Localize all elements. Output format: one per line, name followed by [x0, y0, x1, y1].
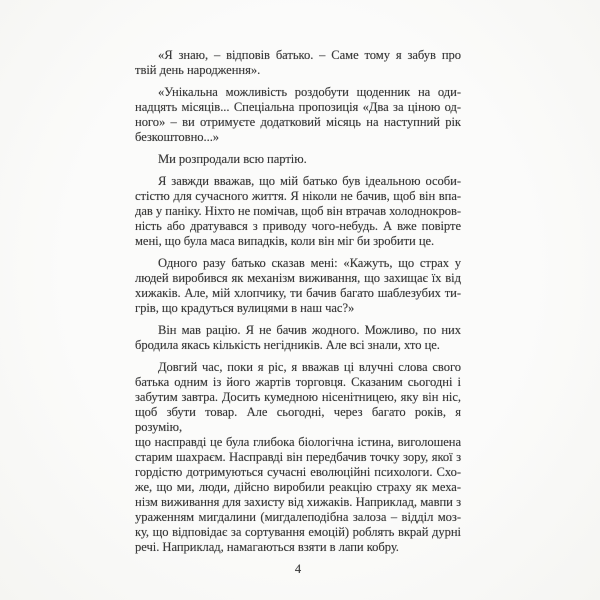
text-line: Одного разу батько сказав мені: «Кажуть, що страх у	[158, 256, 461, 270]
text-line: що насправді це була глибока біологічна істина, виголошена	[135, 435, 461, 449]
text-line: стістю для сучасного життя. Я ніколи не бачив, щоб він впа-	[135, 189, 461, 203]
paragraph	[135, 256, 461, 316]
text-line: нізм виживання для захисту від хижаків. Наприклад, мавпи з	[135, 495, 461, 509]
text-line: Ми розпродали всю партію.	[158, 152, 307, 166]
text-line: дав у паніку. Ніхто не помічав, щоб він втрачав холоднокров-	[135, 204, 461, 218]
text-line: ність або дратувався з приводу чого-небудь. А вже повірте	[135, 219, 461, 233]
paragraph	[135, 174, 461, 249]
text-line: же, що ми, люди, дійсно виробили реакцію страху як меха-	[135, 480, 461, 494]
text-line: людей виробився як механізм виживання, що захищає їх від	[135, 271, 461, 285]
text-line: ураженням мигдалини (мигдалеподібна залоза – відділ моз-	[135, 510, 461, 524]
text-line: мені, що була маса випадків, коли він міг би зробити це.	[135, 234, 435, 248]
text-line: старим шахраєм. Насправді він передбачив точку зору, якої з	[135, 450, 461, 464]
text-line: «Я знаю, – відповів батько. – Саме тому я забув про	[158, 48, 461, 62]
text-line: Я завжди вважав, що мій батько був ідеальною особи-	[158, 174, 461, 188]
text-line: грів, що крадуться вулицями в наш час?»	[135, 301, 355, 315]
paragraph	[135, 323, 461, 353]
paragraph	[135, 48, 461, 78]
paragraph	[135, 152, 461, 167]
text-line: бродила якась кількість негідників. Але всі знали, хто це.	[135, 338, 440, 352]
text-line: батька одним із його жартів торговця. Сказаним сьогодні і	[135, 375, 461, 389]
text-line: речі. Наприклад, намагаються взяти в лапи кобру.	[135, 540, 399, 554]
text-line: ного» – ви отримуєте додатковий місяць на наступний рік	[135, 115, 461, 129]
paragraph	[135, 85, 461, 145]
paragraph	[135, 360, 461, 555]
text-line: «Унікальна можливість роздобути щоденник на оди-	[158, 85, 461, 99]
text-block	[135, 48, 461, 562]
text-line: гордістю дотримуються сучасні еволюційні психологи. Схо-	[135, 465, 461, 479]
page-number: 4	[294, 562, 302, 576]
text-line: безкоштовно...»	[135, 130, 220, 144]
text-line: Він мав рацію. Я не бачив жодного. Можливо, по них	[158, 323, 461, 337]
text-line: твій день народження».	[135, 63, 261, 77]
text-line: щоб збути товар. Але сьогодні, через багато років, я розумію,	[135, 405, 461, 434]
text-line: хижаків. Але, мій хлопчику, ти бачив багато шаблезубих ти-	[135, 286, 461, 300]
text-line: надцять місяців... Спеціальна пропозиція «Два за ціною од-	[135, 100, 461, 114]
text-line: забутим завтра. Досить кумедною нісенітницею, яку він ніс,	[135, 390, 461, 404]
text-line: ку, що відповідає за сортування емоцій) роблять вкрай дурні	[135, 525, 461, 539]
text-line: Довгий час, поки я ріс, я вважав ці влучні слова свого	[158, 360, 461, 374]
